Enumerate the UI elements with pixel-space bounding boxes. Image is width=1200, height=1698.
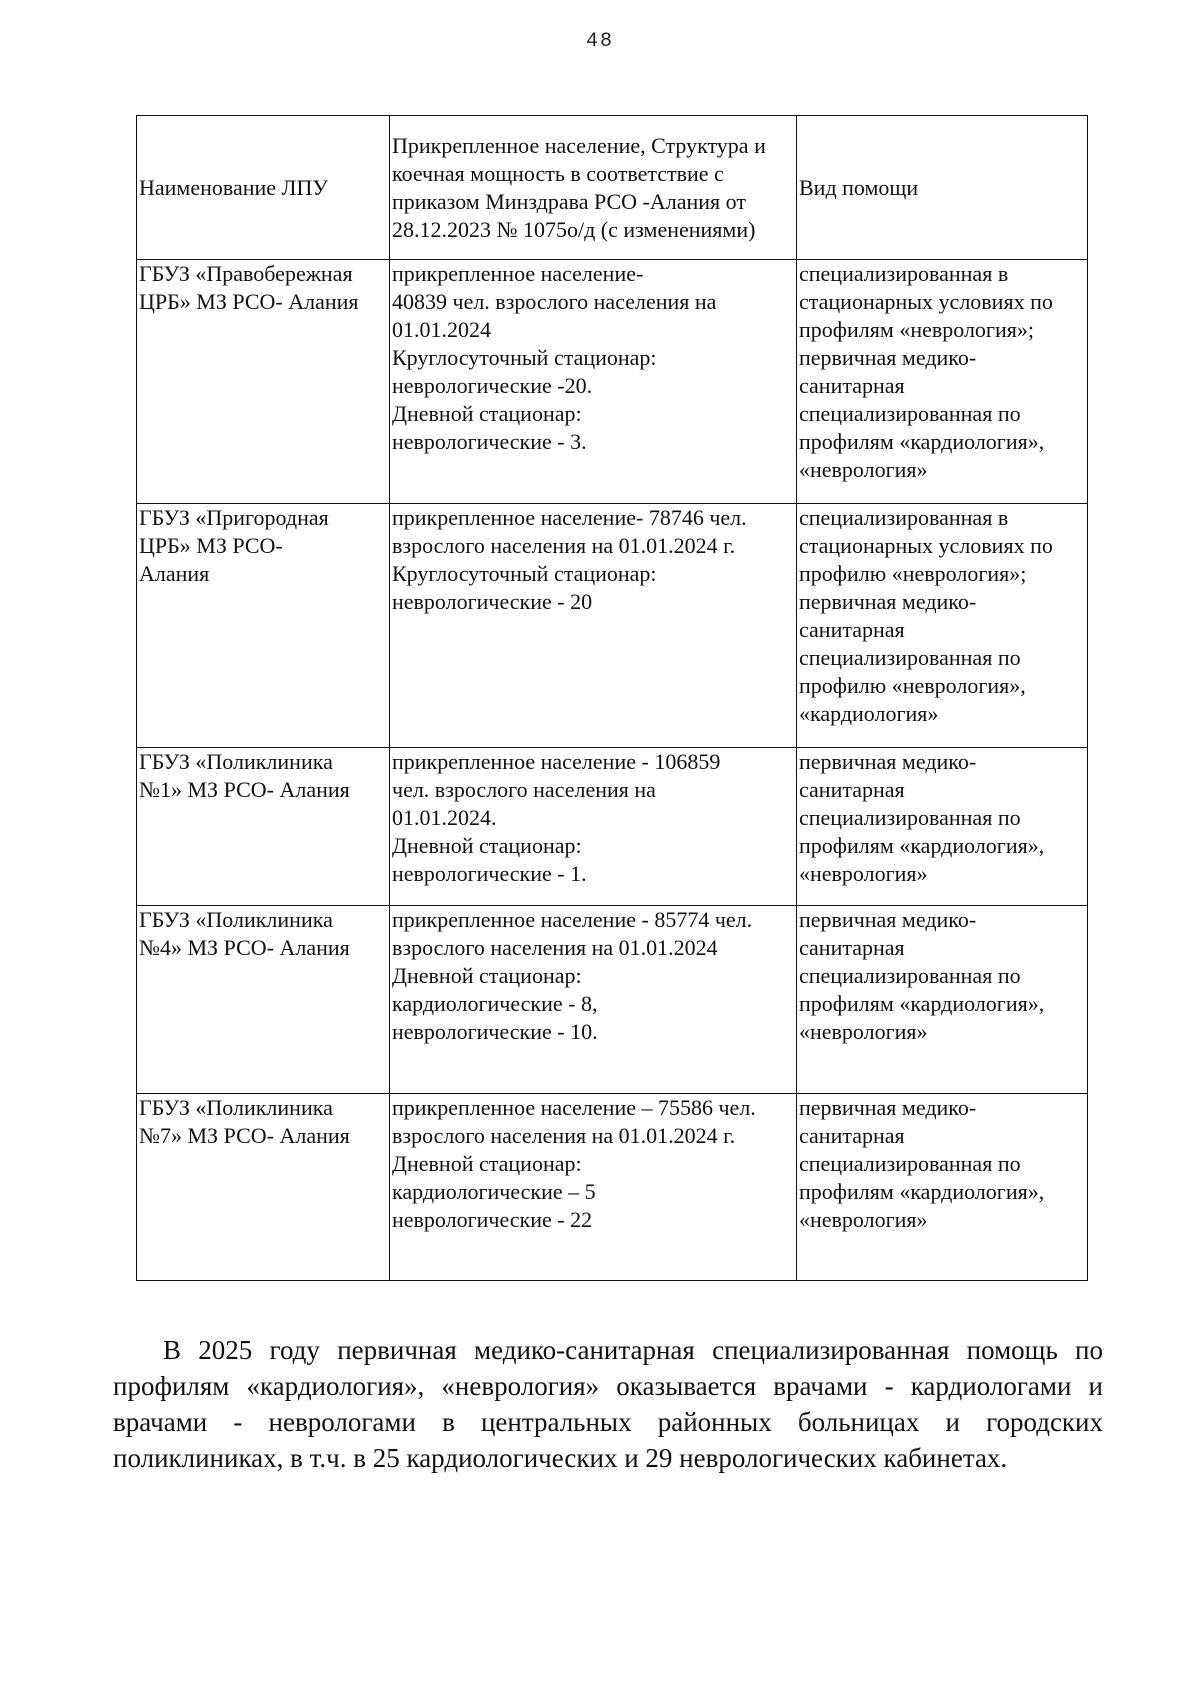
cell-line: прикрепленное население - 85774 чел.	[392, 907, 753, 932]
cell-line: специализированная в	[799, 261, 1009, 286]
cell-line: 40839 чел. взрослого населения на	[392, 289, 717, 314]
cell-structure	[390, 1094, 797, 1281]
cell-line: №4» МЗ РСО- Алания	[139, 935, 350, 960]
cell-line: профилю «неврология»,	[799, 673, 1026, 698]
page-number: 48	[585, 30, 614, 53]
cell-line: 01.01.2024	[392, 317, 491, 342]
header-care-type: Вид помощи	[797, 116, 1088, 260]
table-row	[137, 504, 1088, 748]
cell-structure	[390, 504, 797, 748]
cell-line: профилям «кардиология»,	[799, 429, 1045, 454]
cell-line: «неврология»	[799, 1207, 928, 1232]
cell-line: прикрепленное население-	[392, 261, 644, 286]
cell-line: ЦРБ» МЗ РСО-	[139, 533, 283, 558]
cell-line: специализированная по	[799, 963, 1021, 988]
cell-line: взрослого населения на 01.01.2024 г.	[392, 533, 736, 558]
cell-line: профилям «неврология»;	[799, 317, 1034, 342]
cell-facility-name	[137, 1094, 390, 1281]
cell-line: ГБУЗ «Поликлиника	[139, 1095, 333, 1120]
header-facility-name: Наименование ЛПУ	[137, 116, 390, 260]
cell-structure	[390, 748, 797, 906]
table-row	[137, 260, 1088, 504]
cell-structure	[390, 906, 797, 1094]
cell-line: кардиологические - 8,	[392, 991, 598, 1016]
cell-line: санитарная	[799, 935, 905, 960]
cell-line: взрослого населения на 01.01.2024	[392, 935, 718, 960]
cell-line: специализированная по	[799, 645, 1021, 670]
cell-line: специализированная по	[799, 1151, 1021, 1176]
cell-line: чел. взрослого населения на	[392, 777, 656, 802]
cell-line: санитарная	[799, 373, 905, 398]
cell-line: профилям «кардиология»,	[799, 833, 1045, 858]
table-row	[137, 748, 1088, 906]
cell-line: профилю «неврология»;	[799, 561, 1027, 586]
cell-line: Дневной стационар:	[392, 833, 582, 858]
cell-line: стационарных условиях по	[799, 533, 1053, 558]
cell-care-type	[797, 748, 1088, 906]
cell-line: неврологические - 3.	[392, 429, 587, 454]
table-header-row	[137, 116, 1088, 260]
cell-line: неврологические - 1.	[392, 861, 587, 886]
cell-line: прикрепленное население - 106859	[392, 749, 721, 774]
cell-line: первичная медико-	[799, 345, 977, 370]
table-row	[137, 1094, 1088, 1281]
paragraph-line: врачами - неврологами в центральных районных больницах и городских	[113, 1407, 1103, 1437]
cell-line: неврологические - 20	[392, 589, 593, 614]
paragraph-line: поликлиниках, в т.ч. в 25 кардиологических и 29 неврологических кабинетах.	[113, 1443, 1008, 1473]
paragraph-line: В 2025 году первичная медико-санитарная специализированная помощь по	[163, 1335, 1103, 1365]
paragraph-line: профилям «кардиология», «неврология» оказывается врачами - кардиологами и	[113, 1371, 1103, 1401]
table-row	[137, 906, 1088, 1094]
cell-line: ГБУЗ «Поликлиника	[139, 907, 333, 932]
cell-care-type	[797, 504, 1088, 748]
cell-facility-name	[137, 748, 390, 906]
cell-care-type	[797, 260, 1088, 504]
cell-structure	[390, 260, 797, 504]
closing-paragraph	[113, 1332, 1103, 1476]
cell-line: №1» МЗ РСО- Алания	[139, 777, 350, 802]
cell-line: первичная медико-	[799, 907, 977, 932]
cell-line: ГБУЗ «Правобережная	[139, 261, 353, 286]
cell-line: специализированная по	[799, 805, 1021, 830]
cell-line: неврологические - 22	[392, 1207, 593, 1232]
cell-care-type	[797, 1094, 1088, 1281]
cell-line: неврологические -20.	[392, 373, 593, 398]
cell-line: кардиологические – 5	[392, 1179, 596, 1204]
cell-line: Дневной стационар:	[392, 401, 582, 426]
cell-line: санитарная	[799, 777, 905, 802]
cell-line: Круглосуточный стационар:	[392, 345, 657, 370]
cell-line: профилям «кардиология»,	[799, 991, 1045, 1016]
cell-line: прикрепленное население- 78746 чел.	[392, 505, 747, 530]
cell-care-type	[797, 906, 1088, 1094]
cell-facility-name	[137, 504, 390, 748]
cell-line: ГБУЗ «Пригородная	[139, 505, 329, 530]
cell-line: стационарных условиях по	[799, 289, 1053, 314]
cell-line: первичная медико-	[799, 1095, 977, 1120]
cell-line: специализированная в	[799, 505, 1009, 530]
cell-line: специализированная по	[799, 401, 1021, 426]
cell-line: прикрепленное население – 75586 чел.	[392, 1095, 756, 1120]
cell-line: «кардиология»	[799, 701, 939, 726]
cell-line: санитарная	[799, 1123, 905, 1148]
cell-facility-name	[137, 906, 390, 1094]
cell-line: 01.01.2024.	[392, 805, 497, 830]
cell-line: «неврология»	[799, 457, 928, 482]
cell-line: Дневной стационар:	[392, 1151, 582, 1176]
cell-line: первичная медико-	[799, 749, 977, 774]
cell-facility-name	[137, 260, 390, 504]
cell-line: неврологические - 10.	[392, 1019, 598, 1044]
cell-line: Дневной стационар:	[392, 963, 582, 988]
cell-line: ГБУЗ «Поликлиника	[139, 749, 333, 774]
cell-line: взрослого населения на 01.01.2024 г.	[392, 1123, 736, 1148]
header-structure: Прикрепленное население, Структура и коечная мощность в соответствие с приказом Минздрава РСО -Алания от 28.12.2023 № 1075о/д (с изменениями)	[390, 116, 797, 260]
cell-line: «неврология»	[799, 1019, 928, 1044]
cell-line: профилям «кардиология»,	[799, 1179, 1045, 1204]
cell-line: «неврология»	[799, 861, 928, 886]
facilities-table	[136, 115, 1088, 1281]
cell-line: ЦРБ» МЗ РСО- Алания	[139, 289, 359, 314]
cell-line: первичная медико-	[799, 589, 977, 614]
cell-line: Алания	[139, 561, 210, 586]
cell-line: Круглосуточный стационар:	[392, 561, 657, 586]
cell-line: №7» МЗ РСО- Алания	[139, 1123, 350, 1148]
cell-line: санитарная	[799, 617, 905, 642]
